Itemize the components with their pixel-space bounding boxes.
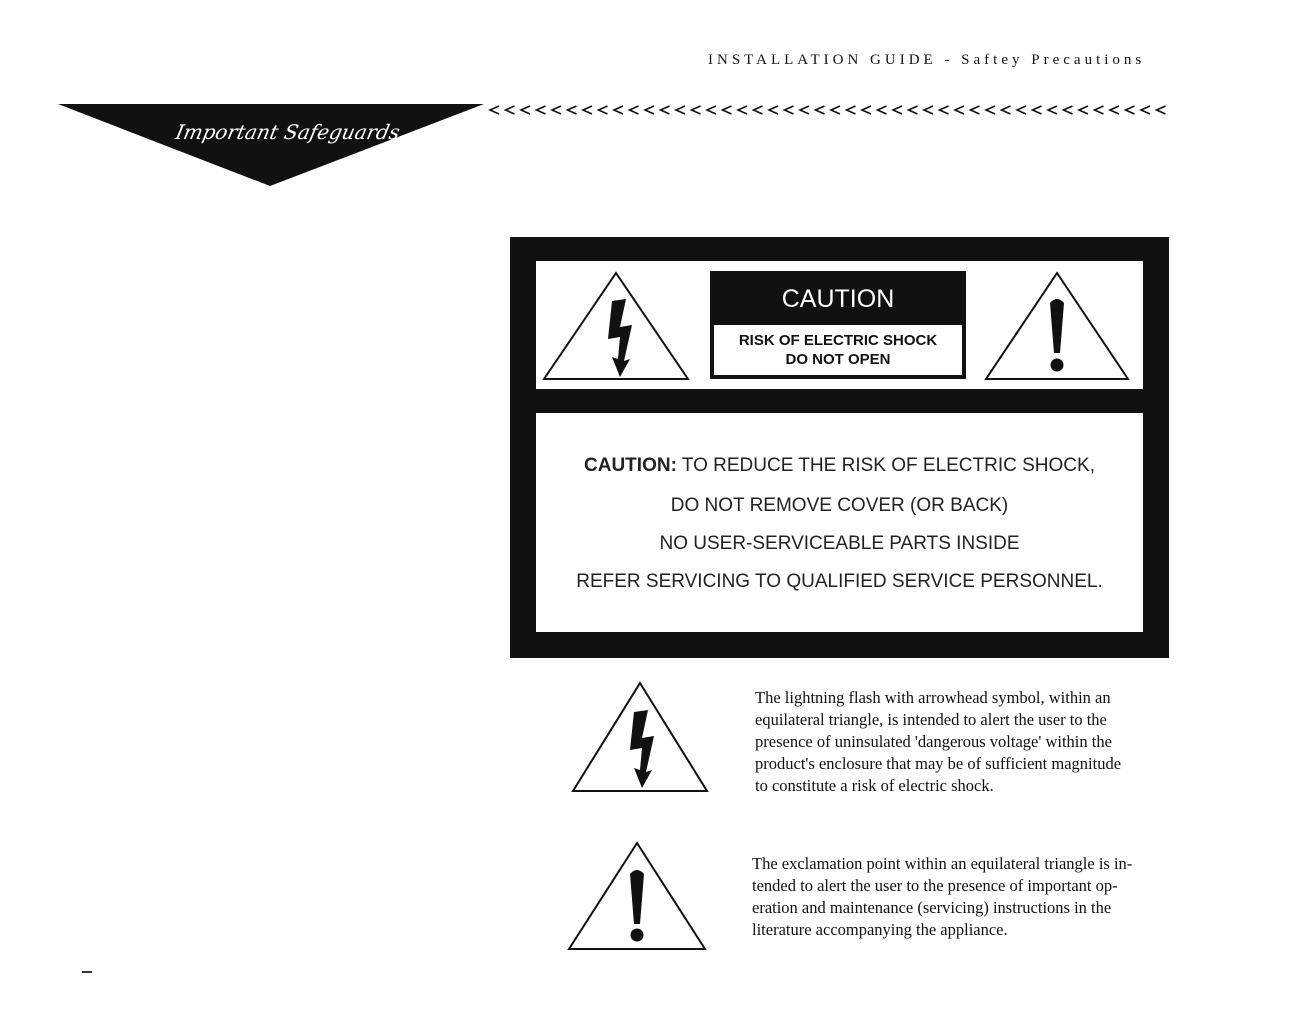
exclamation-triangle-icon xyxy=(566,840,708,952)
explanation-line: The exclamation point within an equilateral triangle is in- xyxy=(752,854,1133,873)
chevron-mark xyxy=(754,106,763,114)
chevron-mark xyxy=(785,106,794,114)
warning-line-1 xyxy=(536,455,1143,477)
chevron-mark xyxy=(1064,106,1073,114)
chevron-mark xyxy=(521,106,530,114)
chevron-row-decoration xyxy=(486,104,1176,118)
lightning-triangle-icon xyxy=(540,269,692,383)
chevron-mark xyxy=(847,106,856,114)
chevron-mark xyxy=(506,106,515,114)
explanation-line: to constitute a risk of electric shock. xyxy=(755,776,994,795)
chevron-mark xyxy=(676,106,685,114)
chevron-mark xyxy=(738,106,747,114)
chevron-mark xyxy=(986,106,995,114)
caution-warning-box xyxy=(536,413,1143,632)
warning-lead: CAUTION: xyxy=(584,455,677,476)
chevron-mark xyxy=(630,106,639,114)
chevron-mark xyxy=(1157,106,1166,114)
chevron-mark xyxy=(552,106,561,114)
chevron-mark xyxy=(1095,106,1104,114)
caution-sub-line-1: RISK OF ELECTRIC SHOCK xyxy=(738,332,938,349)
chevron-mark xyxy=(1048,106,1057,114)
explanation-line: tended to alert the user to the presence of important op- xyxy=(752,876,1118,895)
chevron-mark xyxy=(661,106,670,114)
lightning-symbol-explanation xyxy=(755,687,1121,797)
chevron-mark xyxy=(645,106,654,114)
lightning-triangle-icon xyxy=(570,680,710,794)
chevron-mark xyxy=(614,106,623,114)
chevron-mark xyxy=(1110,106,1119,114)
chevron-mark xyxy=(878,106,887,114)
chevron-mark xyxy=(769,106,778,114)
chevron-mark xyxy=(1033,106,1042,114)
caution-sub-line-2: DO NOT OPEN xyxy=(785,351,891,368)
warning-line-4: REFER SERVICING TO QUALIFIED SERVICE PERSONNEL. xyxy=(576,571,1103,592)
chevron-mark xyxy=(537,106,546,114)
chevron-mark xyxy=(1126,106,1135,114)
explanation-line: product's enclosure that may be of sufficient magnitude xyxy=(755,754,1122,773)
chevron-mark xyxy=(568,106,577,114)
chevron-mark xyxy=(1017,106,1026,114)
chevron-mark xyxy=(971,106,980,114)
explanation-line: equilateral triangle, is intended to alert the user to the xyxy=(755,710,1107,729)
banner-label: Important Safeguards xyxy=(173,120,403,144)
banner-triangle-shape xyxy=(58,104,484,188)
explanation-line: literature accompanying the appliance. xyxy=(752,920,1008,939)
warning-line-2: DO NOT REMOVE COVER (OR BACK) xyxy=(670,495,1009,516)
page-header-title: INSTALLATION GUIDE - Saftey Precautions xyxy=(708,52,1146,68)
chevron-mark xyxy=(924,106,933,114)
chevron-mark xyxy=(692,106,701,114)
caution-subbox xyxy=(714,325,962,375)
chevron-mark xyxy=(955,106,964,114)
chevron-mark xyxy=(1079,106,1088,114)
chevron-mark xyxy=(940,106,949,114)
warning-line-3: NO USER-SERVICEABLE PARTS INSIDE xyxy=(659,533,1020,554)
explanation-line: eration and maintenance (servicing) instructions in the xyxy=(752,898,1112,917)
chevron-mark xyxy=(1141,106,1150,114)
explanation-line: The lightning flash with arrowhead symbol, within an xyxy=(755,688,1111,707)
chevron-mark xyxy=(893,106,902,114)
page-footer-mark xyxy=(82,971,92,973)
chevron-mark xyxy=(800,106,809,114)
explanation-line: presence of uninsulated 'dangerous voltage' within the xyxy=(755,732,1112,751)
caution-label-box xyxy=(710,271,966,379)
caution-heading: CAUTION xyxy=(781,285,895,313)
section-banner xyxy=(58,104,484,193)
chevron-mark xyxy=(909,106,918,114)
chevron-mark xyxy=(583,106,592,114)
chevron-mark xyxy=(816,106,825,114)
chevron-mark xyxy=(1002,106,1011,114)
caution-label-panel xyxy=(510,237,1169,658)
exclamation-triangle-icon xyxy=(982,269,1132,383)
exclamation-symbol-explanation xyxy=(752,853,1132,941)
warning-line-1-text: TO REDUCE THE RISK OF ELECTRIC SHOCK, xyxy=(676,455,1095,476)
chevron-mark xyxy=(831,106,840,114)
chevron-mark xyxy=(599,106,608,114)
chevron-mark xyxy=(723,106,732,114)
chevron-mark xyxy=(490,106,499,114)
chevron-mark xyxy=(707,106,716,114)
chevron-mark xyxy=(862,106,871,114)
caution-symbol-strip xyxy=(536,261,1143,389)
